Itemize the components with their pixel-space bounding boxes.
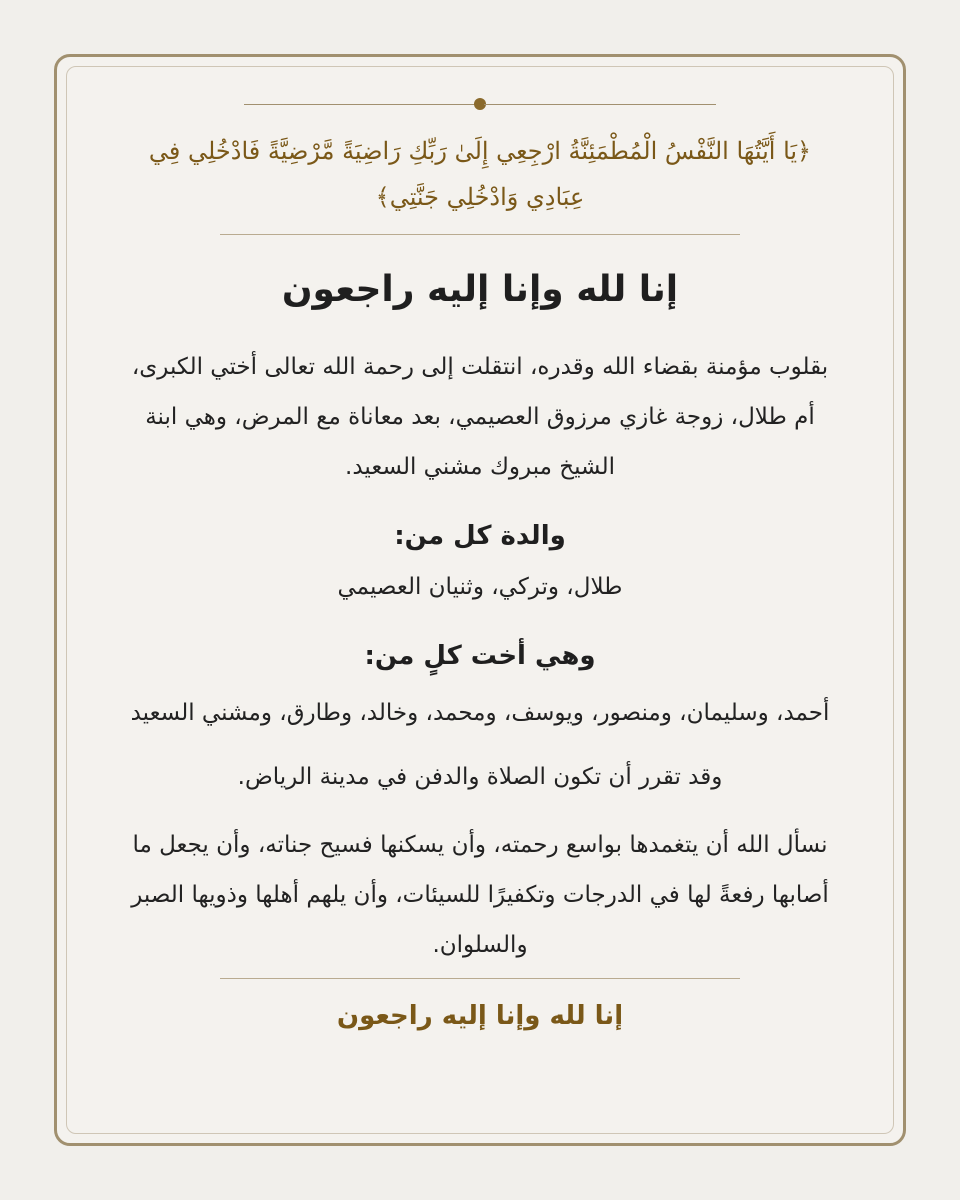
sibling-names: أحمد، وسليمان، ومنصور، ويوسف، ومحمد، وخالد، وطارق، ومشني السعيد (130, 700, 830, 726)
closing-phrase: إنا لله وإنا إليه راجعون (336, 1001, 624, 1031)
top-ornament (96, 90, 864, 120)
announcement-text: بقلوب مؤمنة بقضاء الله وقدره، انتقلت إلى رحمة الله تعالى أختي الكبرى، أم طلال، زوجة غازي مرزوق العصيمي، بعد معاناة مع المرض، وهي ابنة الشيخ مبروك مشني السعيد. (131, 354, 829, 480)
children-names: طلال، وتركي، وثنيان العصيمي (337, 574, 623, 600)
ornament-line-right (484, 104, 716, 105)
burial-text: وقد تقرر أن تكون الصلاة والدفن في مدينة الرياض. (237, 764, 723, 790)
divider-top (220, 234, 740, 235)
page-title: إنا لله وإنا إليه راجعون (281, 269, 679, 310)
divider-bottom (220, 978, 740, 979)
ornament-line-left (244, 104, 476, 105)
obituary-card (96, 90, 864, 1031)
sister-heading: وهي أخت كلٍ من: (364, 641, 596, 671)
quran-verse: ﴿يَا أَيَّتُهَا النَّفْسُ الْمُطْمَئِنَّةُ ارْجِعِي إِلَىٰ رَبِّكِ رَاضِيَةً مَّرْضِيَّةً فَادْخُلِي فِي عِبَادِي وَادْخُلِي جَنَّتِي﴾ (148, 137, 812, 211)
mother-heading: والدة كل من: (394, 521, 566, 551)
prayer-text: نسأل الله أن يتغمدها بواسع رحمته، وأن يسكنها فسيح جناته، وأن يجعل ما أصابها رفعةً لها في الدرجات وتكفيرًا للسيئات، وأن يلهم أهلها وذويها الصبر والسلوان. (131, 832, 829, 958)
